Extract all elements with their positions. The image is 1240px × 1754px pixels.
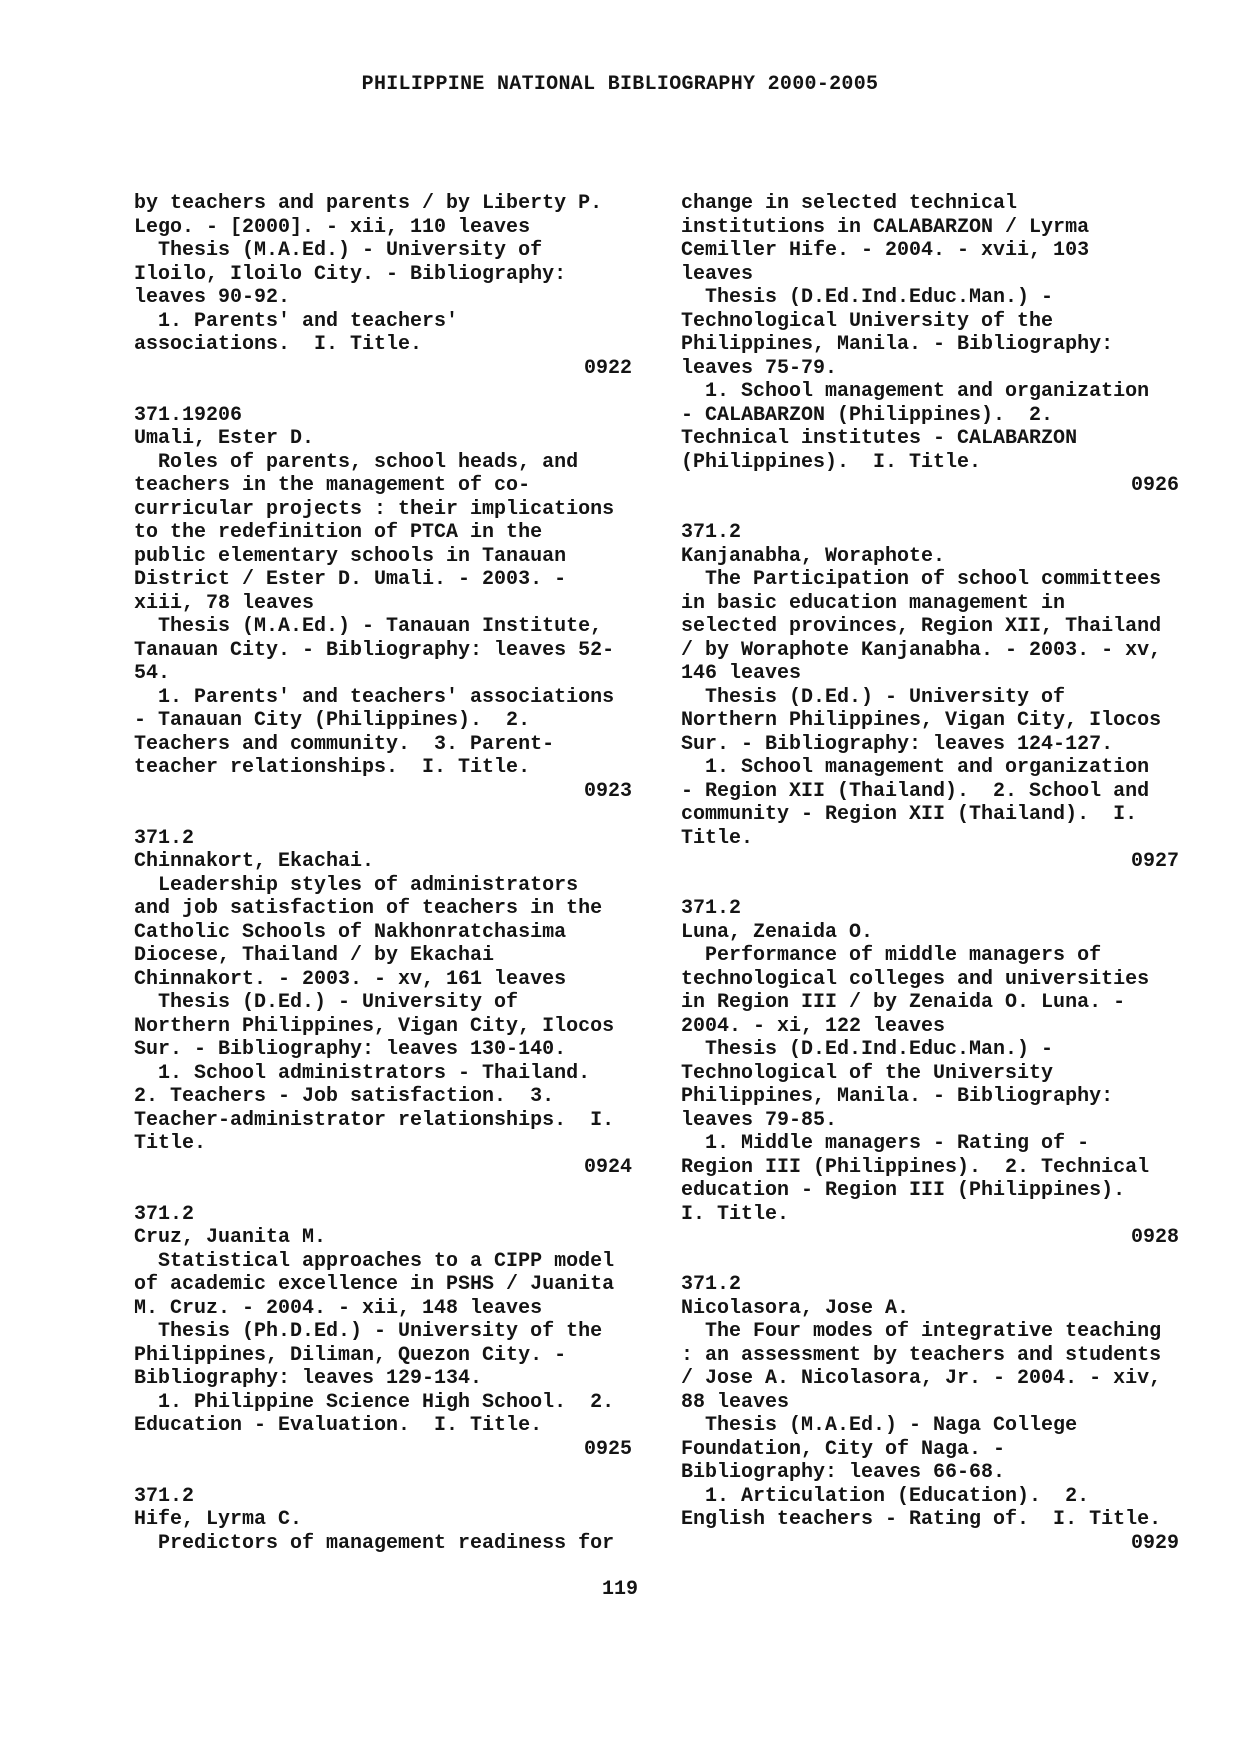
text-line: 1. School management and organization: [681, 756, 1150, 779]
text-line: Technological University of the: [681, 309, 1054, 333]
text-line: Thesis (Ph.D.Ed.) - University of the: [134, 1320, 603, 1343]
text-line: of academic excellence in PSHS / Juanita: [134, 1273, 615, 1296]
text-line: Teachers and community. 3. Parent-: [134, 732, 555, 756]
text-line: to the redefinition of PTCA in the: [134, 521, 543, 544]
text-line: 1. Middle managers - Rating of -: [681, 1132, 1090, 1155]
text-line: change in selected technical: [681, 192, 1018, 215]
text-line: leaves 90-92.: [134, 286, 291, 309]
text-line: Foundation, City of Naga. -: [681, 1437, 1006, 1461]
text-line: xiii, 78 leaves: [134, 591, 315, 615]
text-line: 1. Philippine Science High School. 2.: [134, 1390, 615, 1414]
text-line: Region III (Philippines). 2. Technical: [681, 1155, 1150, 1179]
text-line: Northern Philippines, Vigan City, Ilocos: [681, 709, 1162, 732]
text-line: 371.2: [134, 1484, 195, 1508]
text-line: 2004. - xi, 122 leaves: [681, 1014, 946, 1038]
blank-line: [681, 1250, 1179, 1274]
text-line: Technological of the University: [681, 1061, 1054, 1085]
text-line: Performance of middle managers of: [681, 944, 1102, 967]
text-line: 88 leaves: [681, 1390, 790, 1414]
text-line: Roles of parents, school heads, and: [134, 450, 579, 474]
text-line: 146 leaves: [681, 662, 802, 685]
text-line: Cruz, Juanita M.: [134, 1226, 327, 1249]
text-line: by teachers and parents / by Liberty P.: [134, 192, 603, 215]
text-line: and job satisfaction of teachers in the: [134, 897, 603, 920]
text-line: Statistical approaches to a CIPP model: [134, 1249, 615, 1273]
text-line: Philippines, Manila. - Bibliography:: [681, 333, 1114, 356]
entry-number: 0929: [1130, 1531, 1179, 1555]
text-line: Philippines, Manila. - Bibliography:: [681, 1085, 1114, 1108]
text-line: Bibliography: leaves 66-68.: [681, 1461, 1006, 1484]
running-header: PHILIPPINE NATIONAL BIBLIOGRAPHY 2000-2005: [361, 73, 879, 96]
text-line: public elementary schools in Tanauan: [134, 544, 567, 568]
text-line: Lego. - [2000]. - xii, 110 leaves: [134, 215, 531, 239]
text-line: 1. Articulation (Education). 2.: [681, 1484, 1090, 1508]
text-line: Northern Philippines, Vigan City, Ilocos: [134, 1014, 615, 1038]
text-line: 54.: [134, 662, 171, 685]
text-line: Tanauan City. - Bibliography: leaves 52-: [134, 638, 615, 662]
text-line: / by Woraphote Kanjanabha. - 2003. - xv,: [681, 638, 1162, 662]
text-line: Hife, Lyrma C.: [134, 1508, 303, 1531]
text-line: Thesis (D.Ed.Ind.Educ.Man.) -: [681, 1038, 1054, 1061]
text-line: Teacher-administrator relationships. I.: [134, 1108, 615, 1132]
text-line: Chinnakort. - 2003. - xv, 161 leaves: [134, 967, 567, 991]
text-line: Kanjanabha, Woraphote.: [681, 544, 946, 568]
text-line: Bibliography: leaves 129-134.: [134, 1367, 483, 1390]
text-line: Predictors of management readiness for: [134, 1531, 615, 1555]
right-column: [681, 192, 1179, 1555]
text-line: Thesis (M.A.Ed.) - Tanauan Institute,: [134, 615, 603, 638]
text-line: technological colleges and universities: [681, 967, 1150, 991]
text-line: I. Title.: [681, 1202, 790, 1226]
text-line: Title.: [134, 1132, 207, 1155]
text-line: - Region XII (Thailand). 2. School and: [681, 779, 1150, 803]
text-line: leaves 79-85.: [681, 1108, 838, 1132]
text-line: - Tanauan City (Philippines). 2.: [134, 709, 531, 732]
text-line: community - Region XII (Thailand). I.: [681, 803, 1138, 826]
text-line: Luna, Zenaida O.: [681, 920, 874, 944]
text-line: Leadership styles of administrators: [134, 873, 579, 897]
entry-number: 0925: [583, 1437, 632, 1461]
text-line: leaves 75-79.: [681, 356, 838, 380]
text-line: M. Cruz. - 2004. - xii, 148 leaves: [134, 1296, 543, 1320]
text-line: in basic education management in: [681, 591, 1066, 615]
text-line: teachers in the management of co-: [134, 474, 531, 497]
text-line: Education - Evaluation. I. Title.: [134, 1414, 543, 1437]
text-line: 371.2: [681, 897, 742, 920]
text-line: Thesis (M.A.Ed.) - University of: [134, 239, 543, 262]
text-line: Technical institutes - CALABARZON: [681, 427, 1078, 450]
blank-line: [681, 498, 1179, 522]
text-line: 1. School management and organization: [681, 380, 1150, 403]
text-line: Diocese, Thailand / by Ekachai: [134, 944, 495, 967]
entry-number: 0922: [583, 356, 632, 380]
text-line: Thesis (M.A.Ed.) - Naga College: [681, 1414, 1078, 1437]
text-line: Cemiller Hife. - 2004. - xvii, 103: [681, 239, 1090, 262]
left-column: [134, 192, 632, 1555]
text-line: teacher relationships. I. Title.: [134, 756, 531, 779]
text-line: Thesis (D.Ed.Ind.Educ.Man.) -: [681, 286, 1054, 309]
text-line: Catholic Schools of Nakhonratchasima: [134, 920, 567, 944]
text-line: in Region III / by Zenaida O. Luna. -: [681, 991, 1126, 1014]
text-line: English teachers - Rating of. I. Title.: [681, 1508, 1162, 1531]
blank-line: [681, 874, 1179, 898]
text-line: institutions in CALABARZON / Lyrma: [681, 215, 1090, 239]
text-line: 2. Teachers - Job satisfaction. 3.: [134, 1085, 555, 1108]
blank-line: [134, 803, 632, 827]
text-line: 1. Parents' and teachers': [134, 309, 459, 333]
text-line: 371.2: [681, 521, 742, 544]
text-line: 1. School administrators - Thailand.: [134, 1061, 591, 1085]
text-line: Sur. - Bibliography: leaves 130-140.: [134, 1038, 567, 1061]
blank-line: [134, 380, 632, 404]
text-line: - CALABARZON (Philippines). 2.: [681, 403, 1054, 427]
text-line: selected provinces, Region XII, Thailand: [681, 615, 1162, 638]
text-line: 371.19206: [134, 403, 243, 427]
blank-line: [134, 1179, 632, 1203]
entry-number: 0926: [1130, 474, 1179, 497]
text-line: Chinnakort, Ekachai.: [134, 850, 375, 873]
text-line: : an assessment by teachers and students: [681, 1343, 1162, 1367]
text-line: associations. I. Title.: [134, 333, 423, 356]
text-line: The Participation of school committees: [681, 568, 1162, 591]
text-line: education - Region III (Philippines).: [681, 1179, 1126, 1202]
text-line: leaves: [681, 262, 754, 286]
text-line: / Jose A. Nicolasora, Jr. - 2004. - xiv,: [681, 1367, 1162, 1390]
text-line: curricular projects : their implications: [134, 497, 615, 521]
text-line: Thesis (D.Ed.) - University of: [134, 991, 519, 1014]
text-line: District / Ester D. Umali. - 2003. -: [134, 568, 567, 591]
text-line: Title.: [681, 826, 754, 850]
text-line: (Philippines). I. Title.: [681, 450, 982, 474]
text-line: Sur. - Bibliography: leaves 124-127.: [681, 732, 1114, 756]
text-line: Philippines, Diliman, Quezon City. -: [134, 1343, 567, 1367]
text-line: The Four modes of integrative teaching: [681, 1320, 1162, 1343]
text-line: Umali, Ester D.: [134, 427, 315, 450]
page-number: 119: [601, 1578, 638, 1601]
text-line: Iloilo, Iloilo City. - Bibliography:: [134, 262, 567, 286]
text-line: 371.2: [134, 826, 195, 850]
text-line: 1. Parents' and teachers' associations: [134, 685, 615, 709]
entry-number: 0924: [583, 1155, 632, 1179]
entry-number: 0923: [583, 779, 632, 803]
text-line: Thesis (D.Ed.) - University of: [681, 685, 1066, 709]
text-line: Nicolasora, Jose A.: [681, 1296, 910, 1320]
text-line: 371.2: [681, 1273, 742, 1296]
blank-line: [134, 1461, 632, 1485]
text-line: 371.2: [134, 1202, 195, 1226]
entry-number: 0928: [1130, 1226, 1179, 1249]
entry-number: 0927: [1130, 850, 1179, 873]
